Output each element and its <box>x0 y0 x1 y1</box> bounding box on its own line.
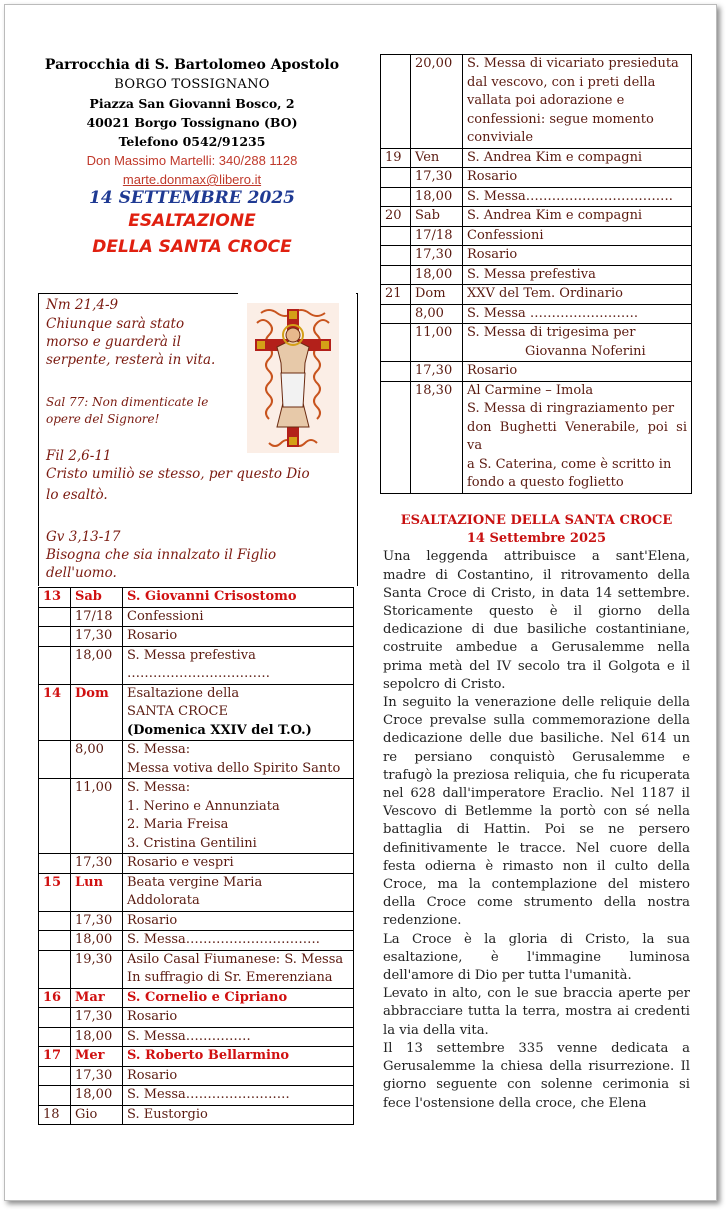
reading1-line3: serpente, resterà in vita. <box>46 352 216 368</box>
event-line: 2. Maria Freisa <box>127 817 229 832</box>
article-paragraph: Il 13 settembre 335 venne dedicata a Gerusalemme la chiesa della risurrezione. Il giorno seguente con solenne cerimonia si fece l'ostensione della croce, che Elena <box>383 1040 690 1111</box>
table-row <box>39 646 354 684</box>
article-paragraph: Una leggenda attribuisce a sant'Elena, madre di Costantino, il ritrovamento della Santa Croce di Cristo, in data 14 settembre. Storicamente questo è il giorno della dedicazione di due basiliche costantiniane, costruite ambedue a Gerusalemme nella prima metà del IV secolo tra il Golgota e il sepolcro di Cristo. <box>383 549 690 692</box>
event-time: 18,00 <box>411 265 463 285</box>
table-row <box>39 854 354 874</box>
event-line: Asilo Casal Fiumanese: S. Messa <box>127 951 344 967</box>
event-text: Rosario e vespri <box>123 854 354 874</box>
article-title: ESALTAZIONE DELLA SANTA CROCE <box>400 513 673 528</box>
reading2-ref: Fil 2,6-11 <box>46 448 112 464</box>
day-number: 15 <box>39 873 71 911</box>
event-time: 17/18 <box>411 226 463 246</box>
day-of-week: Sab <box>71 588 123 608</box>
event-text: S. Messa ……………………. <box>463 304 692 324</box>
day-number: 13 <box>39 588 71 608</box>
table-row <box>381 285 692 305</box>
event-time: 18,00 <box>411 187 463 207</box>
event-text: S. Messa prefestiva <box>463 265 692 285</box>
article-paragraph: Levato in alto, con le sue braccia aperte per abbracciare tutta la terra, mostra ai credenti la via della vita. <box>383 986 690 1038</box>
table-row <box>381 324 692 362</box>
event-text <box>123 646 354 684</box>
email-link[interactable]: marte.donmax@libero.it <box>122 172 262 187</box>
event-text: S. Giovanni Crisostomo <box>123 588 354 608</box>
article-paragraph: La Croce è la gloria di Cristo, la sua esaltazione, è l'immagine luminosa dell'amore di Dio per tutta l'umanità. <box>383 931 690 984</box>
table-row <box>39 950 354 988</box>
feast-title-line1: ESALTAZIONE <box>128 211 256 231</box>
town-name: BORGO TOSSIGNANO <box>114 77 270 92</box>
day-number: 16 <box>39 988 71 1008</box>
table-row <box>39 1066 354 1086</box>
event-line: S. Messa di ringraziamento per <box>467 401 675 416</box>
event-time: 20,00 <box>411 55 463 149</box>
article-paragraph: In seguito la venerazione delle reliquie della Croce prevalse sulla commemorazione della dedicazione delle due basiliche. Nel 614 un re persiano conquistò Gerusalemme e trafugò la preziosa reliquia, che fu ricuperata nel 628 dall'imperatore Eraclio. Nel 1187 il Vescovo di Betlemme la portò con sé nella battaglia di Hattin. Poi se ne persero definitivamente le tracce. Nel cuore della festa odierna è rimasto non il culto della Croce, ma la contemplazione del mistero della Croce come strumento della nostra redenzione. <box>383 695 690 929</box>
table-row <box>381 362 692 382</box>
gospel-ref: Gv 3,13-17 <box>46 529 121 545</box>
day-number: 20 <box>381 207 411 227</box>
schedule-table-right <box>380 54 692 494</box>
event-text: Rosario <box>463 246 692 266</box>
reading1-ref: Nm 21,4-9 <box>46 297 119 313</box>
event-line: 3. Cristina Gentilini <box>127 835 257 851</box>
event-time: 17,30 <box>71 911 123 931</box>
day-of-week: Mar <box>71 988 123 1008</box>
event-time: 18,00 <box>71 1027 123 1047</box>
address: Piazza San Giovanni Bosco, 2 <box>89 96 295 111</box>
day-number: 21 <box>381 285 411 305</box>
day-of-week: Dom <box>71 684 123 741</box>
event-time: 17,30 <box>411 246 463 266</box>
event-time: 17,30 <box>411 362 463 382</box>
table-row <box>381 226 692 246</box>
event-time: 18,00 <box>71 646 123 684</box>
event-line: conviviale <box>467 130 534 145</box>
event-time: 18,00 <box>71 1086 123 1106</box>
table-row <box>39 1105 354 1125</box>
event-text: S. Cornelio e Cipriano <box>123 988 354 1008</box>
event-line: Giovanna Noferini <box>525 343 646 359</box>
event-line: S. Messa di vicariato presieduta <box>467 56 679 71</box>
event-text: S. Messa……………………………. <box>463 187 692 207</box>
event-time: 8,00 <box>411 304 463 324</box>
gospel-line2: dell'uomo. <box>46 565 117 581</box>
event-text <box>123 873 354 911</box>
day-number: 14 <box>39 684 71 741</box>
event-line: Messa votiva dello Spirito Santo <box>127 760 341 776</box>
event-time: 17,30 <box>411 168 463 188</box>
event-text: S. Andrea Kim e compagni <box>463 207 692 227</box>
day-of-week: Sab <box>411 207 463 227</box>
event-line: don Bughetti Venerabile, poi si va <box>467 419 687 453</box>
event-time: 17,30 <box>71 1066 123 1086</box>
reading1-line1: Chiunque sarà stato <box>46 316 185 332</box>
event-time: 17,30 <box>71 627 123 647</box>
event-line: vallata poi adorazione e <box>467 93 625 108</box>
event-line: SANTA CROCE <box>127 704 228 719</box>
table-row <box>39 1047 354 1067</box>
event-text <box>123 684 354 741</box>
table-row <box>39 741 354 779</box>
event-text <box>123 950 354 988</box>
event-line: dal vescovo, con i preti della <box>467 74 656 90</box>
event-text: Rosario <box>463 362 692 382</box>
table-row <box>39 607 354 627</box>
event-line: Addolorata <box>127 893 200 908</box>
bulletin-date: 14 SETTEMBRE 2025 <box>89 188 295 208</box>
event-text: Rosario <box>123 1066 354 1086</box>
event-time: 17/18 <box>71 607 123 627</box>
parish-name: Parrocchia di S. Bartolomeo Apostolo <box>44 57 340 73</box>
city: 40021 Borgo Tossignano (BO) <box>86 115 298 130</box>
reading2-line2: lo esaltò. <box>46 487 108 503</box>
event-time: 18,30 <box>411 381 463 493</box>
event-text: Rosario <box>463 168 692 188</box>
day-of-week: Mer <box>71 1047 123 1067</box>
day-number: 17 <box>39 1047 71 1067</box>
event-text: S. Messa…………………………. <box>123 931 354 951</box>
event-line: fondo a questo foglietto <box>467 475 624 490</box>
table-row <box>381 246 692 266</box>
table-row <box>39 1027 354 1047</box>
event-text <box>123 779 354 854</box>
event-text <box>463 324 692 362</box>
event-line: S. Messa di trigesima per <box>467 325 636 340</box>
event-time: 17,30 <box>71 854 123 874</box>
psalm-line1: Sal 77: Non dimenticate le <box>46 395 209 409</box>
day-number: 19 <box>381 148 411 168</box>
parish-header <box>44 56 340 260</box>
event-line: 1. Nerino e Annunziata <box>127 798 280 814</box>
event-text: Confessioni <box>463 226 692 246</box>
event-text: S. Messa…………………… <box>123 1086 354 1106</box>
table-row <box>39 779 354 854</box>
table-row <box>381 381 692 493</box>
event-line: S. Messa: <box>127 780 191 795</box>
event-text: Rosario <box>123 911 354 931</box>
box-gap <box>238 293 356 294</box>
reading2-line1: Cristo umiliò se stesso, per questo Dio <box>46 466 310 482</box>
event-time: 8,00 <box>71 741 123 779</box>
schedule-table-left <box>38 587 354 1125</box>
day-of-week: Ven <box>411 148 463 168</box>
table-row <box>381 168 692 188</box>
event-text: XXV del Tem. Ordinario <box>463 285 692 305</box>
table-row <box>39 1086 354 1106</box>
article <box>383 512 690 1113</box>
reading1-line2: morso e guarderà il <box>46 334 181 350</box>
table-row <box>381 187 692 207</box>
event-line: S. Messa prefestiva <box>127 647 256 663</box>
event-line: (Domenica XXIV del T.O.) <box>127 722 312 738</box>
psalm-line2: opere del Signore! <box>46 412 160 426</box>
event-text: S. Eustorgio <box>123 1105 354 1125</box>
event-time: 19,30 <box>71 950 123 988</box>
event-time: 17,30 <box>71 1008 123 1028</box>
table-row <box>381 55 692 149</box>
table-row <box>39 684 354 741</box>
crucifix-image <box>247 303 339 453</box>
table-row <box>381 265 692 285</box>
event-text <box>123 741 354 779</box>
day-number: 18 <box>39 1105 71 1125</box>
event-text <box>463 55 692 149</box>
event-text: Rosario <box>123 627 354 647</box>
table-row <box>39 873 354 911</box>
table-row <box>381 207 692 227</box>
event-line: Beata vergine Maria <box>127 874 263 890</box>
event-line: In suffragio di Sr. Emerenziana <box>127 970 333 985</box>
event-text: S. Roberto Bellarmino <box>123 1047 354 1067</box>
event-text: Rosario <box>123 1008 354 1028</box>
event-line: Al Carmine – Imola <box>467 382 594 398</box>
table-row <box>381 304 692 324</box>
event-time: 11,00 <box>71 779 123 854</box>
table-row <box>39 931 354 951</box>
event-time: 18,00 <box>71 931 123 951</box>
phone: Telefono 0542/91235 <box>118 134 266 149</box>
event-line: Esaltazione della <box>127 685 240 701</box>
priest-contact: Don Massimo Martelli: 340/288 1128 <box>86 153 298 168</box>
event-text: S. Andrea Kim e compagni <box>463 148 692 168</box>
article-date: 14 Settembre 2025 <box>466 531 607 547</box>
table-row <box>39 1008 354 1028</box>
gospel-line1: Bisogna che sia innalzato il Figlio <box>46 547 277 563</box>
table-row <box>39 988 354 1008</box>
event-text: Confessioni <box>123 607 354 627</box>
table-row <box>381 148 692 168</box>
day-of-week: Gio <box>71 1105 123 1125</box>
day-of-week: Lun <box>71 873 123 911</box>
event-line: confessioni: segue momento <box>467 111 654 127</box>
event-time: 11,00 <box>411 324 463 362</box>
table-row <box>39 911 354 931</box>
event-line: a S. Caterina, come è scritto in <box>467 456 672 472</box>
event-line: S. Messa: <box>127 742 191 757</box>
event-text: S. Messa…………… <box>123 1027 354 1047</box>
event-text <box>463 381 692 493</box>
event-line: …………………………… <box>127 666 270 681</box>
table-row <box>39 588 354 608</box>
feast-title-line2: DELLA SANTA CROCE <box>92 237 292 257</box>
day-of-week: Dom <box>411 285 463 305</box>
table-row <box>39 627 354 647</box>
